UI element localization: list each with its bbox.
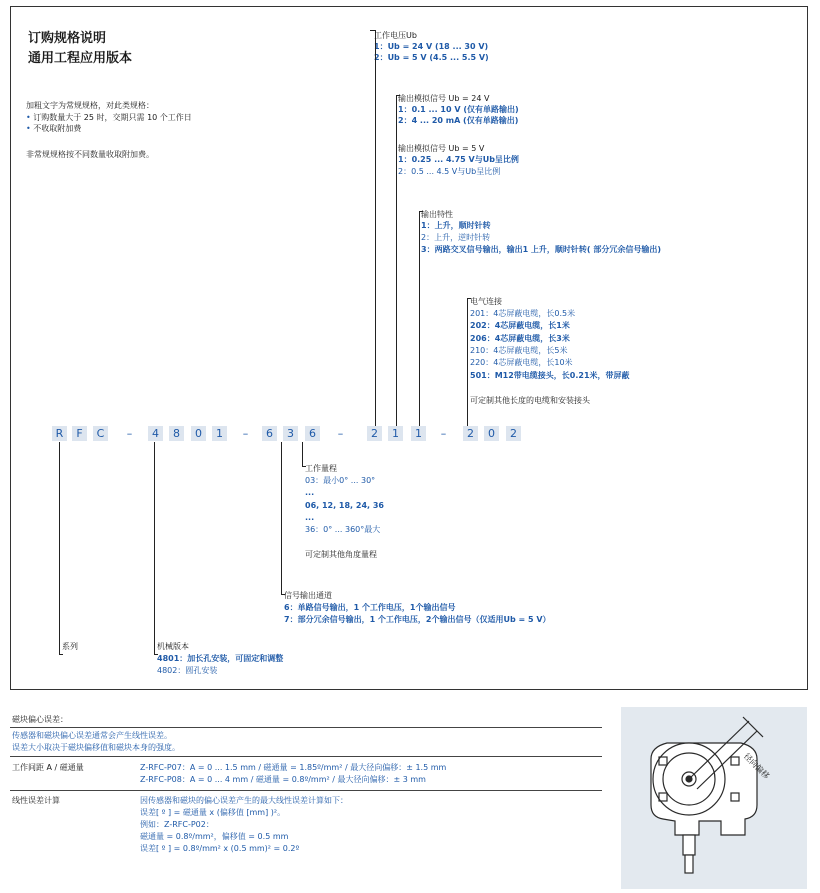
- leader-electrical: [467, 298, 468, 426]
- range-opt-3: 36：0° ... 360°最大: [305, 525, 381, 534]
- row2-label: 线性误差计算: [12, 796, 60, 805]
- code-char: 1: [212, 426, 227, 441]
- code-char: 1: [388, 426, 403, 441]
- range-opt-1: 03：最小0° ... 30°: [305, 476, 376, 485]
- sensor-diagram: [621, 707, 807, 889]
- diagram-label: 径向偏移: [741, 751, 771, 781]
- electrical-title: 电气连接: [470, 297, 502, 306]
- bottom-sep-2: [10, 756, 602, 757]
- bottom-heading: 磁块偏心误差：: [12, 715, 68, 724]
- range-title: 工作量程: [305, 464, 337, 473]
- sensor-drawing-icon: [621, 707, 807, 889]
- notes-bullet-2: • 不收取附加费: [26, 124, 82, 133]
- page-title: 订购规格说明: [28, 31, 107, 46]
- row2-value-1: 因传感器和磁块的偏心误差产生的最大线性误差计算如下：: [140, 796, 348, 805]
- row2-value-3: 例如：Z-RFC-P02：: [140, 820, 214, 829]
- leader-series: [59, 442, 60, 654]
- code-char: 2: [367, 426, 382, 441]
- series-title: 系列: [62, 642, 78, 651]
- voltage-opt-2: 2：Ub = 5 V (4.5 ... 5.5 V): [374, 53, 489, 62]
- code-dash: –: [126, 427, 133, 440]
- leader-output-tick: [419, 211, 423, 212]
- code-char: 0: [191, 426, 206, 441]
- electrical-opt-220: 220：4芯屏蔽电缆，长10米: [470, 358, 573, 367]
- mech-opt-2: 4802：圆孔安装: [157, 666, 218, 675]
- leader-analog: [396, 95, 397, 426]
- channel-opt-1: 6：单路信号输出，1 个工作电压，1个输出信号: [284, 603, 456, 612]
- channel-opt-2: 7：部分冗余信号输出，1 个工作电压，2个输出信号（仅适用Ub = 5 V）: [284, 615, 551, 624]
- range-dots-2: ...: [305, 513, 315, 522]
- electrical-opt-202: 202：4芯屏蔽电缆，长1米: [470, 321, 570, 330]
- code-char: 2: [506, 426, 521, 441]
- mech-opt-1: 4801：加长孔安装，可固定和调整: [157, 654, 284, 663]
- leader-voltage: [375, 30, 376, 426]
- notes-bullet-1: • 订购数量大于 25 时，交期只需 10 个工作日: [26, 113, 192, 122]
- row2-value-4: 磁通量 = 0.8º/mm²，偏移值 = 0.5 mm: [140, 832, 289, 841]
- output-opt-3: 3：两路交叉信号输出，输出1 上升，顺时针转( 部分冗余信号输出): [421, 245, 662, 254]
- analog24-opt-1: 1：0.1 ... 10 V (仅有单路输出): [398, 105, 519, 114]
- row1-label: 工作间距 A / 磁通量: [12, 763, 84, 772]
- leader-output: [419, 211, 420, 426]
- analog5-opt-1: 1：0.25 ... 4.75 V与Ub呈比例: [398, 155, 519, 164]
- row1-value-1: Z-RFC-P07：A = 0 ... 1.5 mm / 磁通量 = 1.85º/mm² / 最大径向偏移：± 1.5 mm: [140, 763, 447, 772]
- output-title: 输出特性: [421, 210, 453, 219]
- electrical-opt-206: 206：4芯屏蔽电缆，长3米: [470, 334, 570, 343]
- code-char: R: [52, 426, 67, 441]
- page-subtitle: 通用工程应用版本: [28, 51, 133, 66]
- analog24-opt-2: 2：4 ... 20 mA (仅有单路输出): [398, 116, 519, 125]
- electrical-note: 可定制其他长度的电缆和安装接头: [470, 396, 590, 405]
- row2-value-2: 误差[ º ] = 磁通量 x (偏移值 [mm] )²。: [140, 808, 286, 817]
- leader-analog-tick: [396, 95, 400, 96]
- analog5-title: 输出模拟信号 Ub = 5 V: [398, 144, 485, 153]
- code-char: 0: [484, 426, 499, 441]
- notes-intro: 加粗文字为常规规格，对此类规格：: [26, 101, 154, 110]
- leader-series-tick: [59, 654, 63, 655]
- electrical-opt-501: 501：M12带电缆接头，长0.21米，带屏蔽: [470, 371, 630, 380]
- voltage-title: 工作电压Ub: [374, 31, 417, 40]
- analog24-title: 输出模拟信号 Ub = 24 V: [398, 94, 490, 103]
- analog5-opt-2: 2：0.5 ... 4.5 V与Ub呈比例: [398, 167, 501, 176]
- range-dots-1: ...: [305, 488, 315, 497]
- range-note: 可定制其他角度量程: [305, 550, 377, 559]
- bottom-sep-1: [10, 727, 602, 728]
- code-char: F: [72, 426, 87, 441]
- code-char: 1: [411, 426, 426, 441]
- code-dash: –: [242, 427, 249, 440]
- channel-title: 信号输出通道: [284, 591, 332, 600]
- electrical-opt-210: 210：4芯屏蔽电缆，长5米: [470, 346, 568, 355]
- output-opt-1: 1：上升，顺时针转: [421, 221, 491, 230]
- notes-extra: 非常规规格按不同数量收取附加费。: [26, 150, 154, 159]
- code-char: 4: [148, 426, 163, 441]
- code-char: C: [93, 426, 108, 441]
- code-char: 8: [169, 426, 184, 441]
- voltage-opt-1: 1：Ub = 24 V (18 ... 30 V): [374, 42, 489, 51]
- bottom-desc-1: 传感器和磁块偏心误差通常会产生线性误差。: [12, 731, 172, 740]
- row2-value-5: 误差[ º ] = 0.8º/mm² x (0.5 mm)² = 0.2º: [140, 844, 300, 853]
- mech-title: 机械版本: [157, 642, 189, 651]
- leader-channel: [281, 442, 282, 594]
- leader-range: [302, 442, 303, 466]
- code-char: 6: [305, 426, 320, 441]
- leader-voltage-tick: [370, 30, 375, 31]
- output-opt-2: 2：上升，逆时针转: [421, 233, 491, 242]
- bottom-sep-3: [10, 790, 602, 791]
- leader-mech: [154, 442, 155, 654]
- electrical-opt-201: 201：4芯屏蔽电缆，长0.5米: [470, 309, 576, 318]
- code-char: 3: [283, 426, 298, 441]
- row1-value-2: Z-RFC-P08：A = 0 ... 4 mm / 磁通量 = 0.8º/mm² / 最大径向偏移：± 3 mm: [140, 775, 426, 784]
- code-char: 6: [262, 426, 277, 441]
- code-dash: –: [440, 427, 447, 440]
- code-char: 2: [463, 426, 478, 441]
- range-opt-2: 06, 12, 18, 24, 36: [305, 501, 384, 510]
- leader-electrical-tick: [467, 298, 471, 299]
- bottom-desc-2: 误差大小取决于磁块偏移值和磁块本身的强度。: [12, 743, 180, 752]
- code-dash: –: [337, 427, 344, 440]
